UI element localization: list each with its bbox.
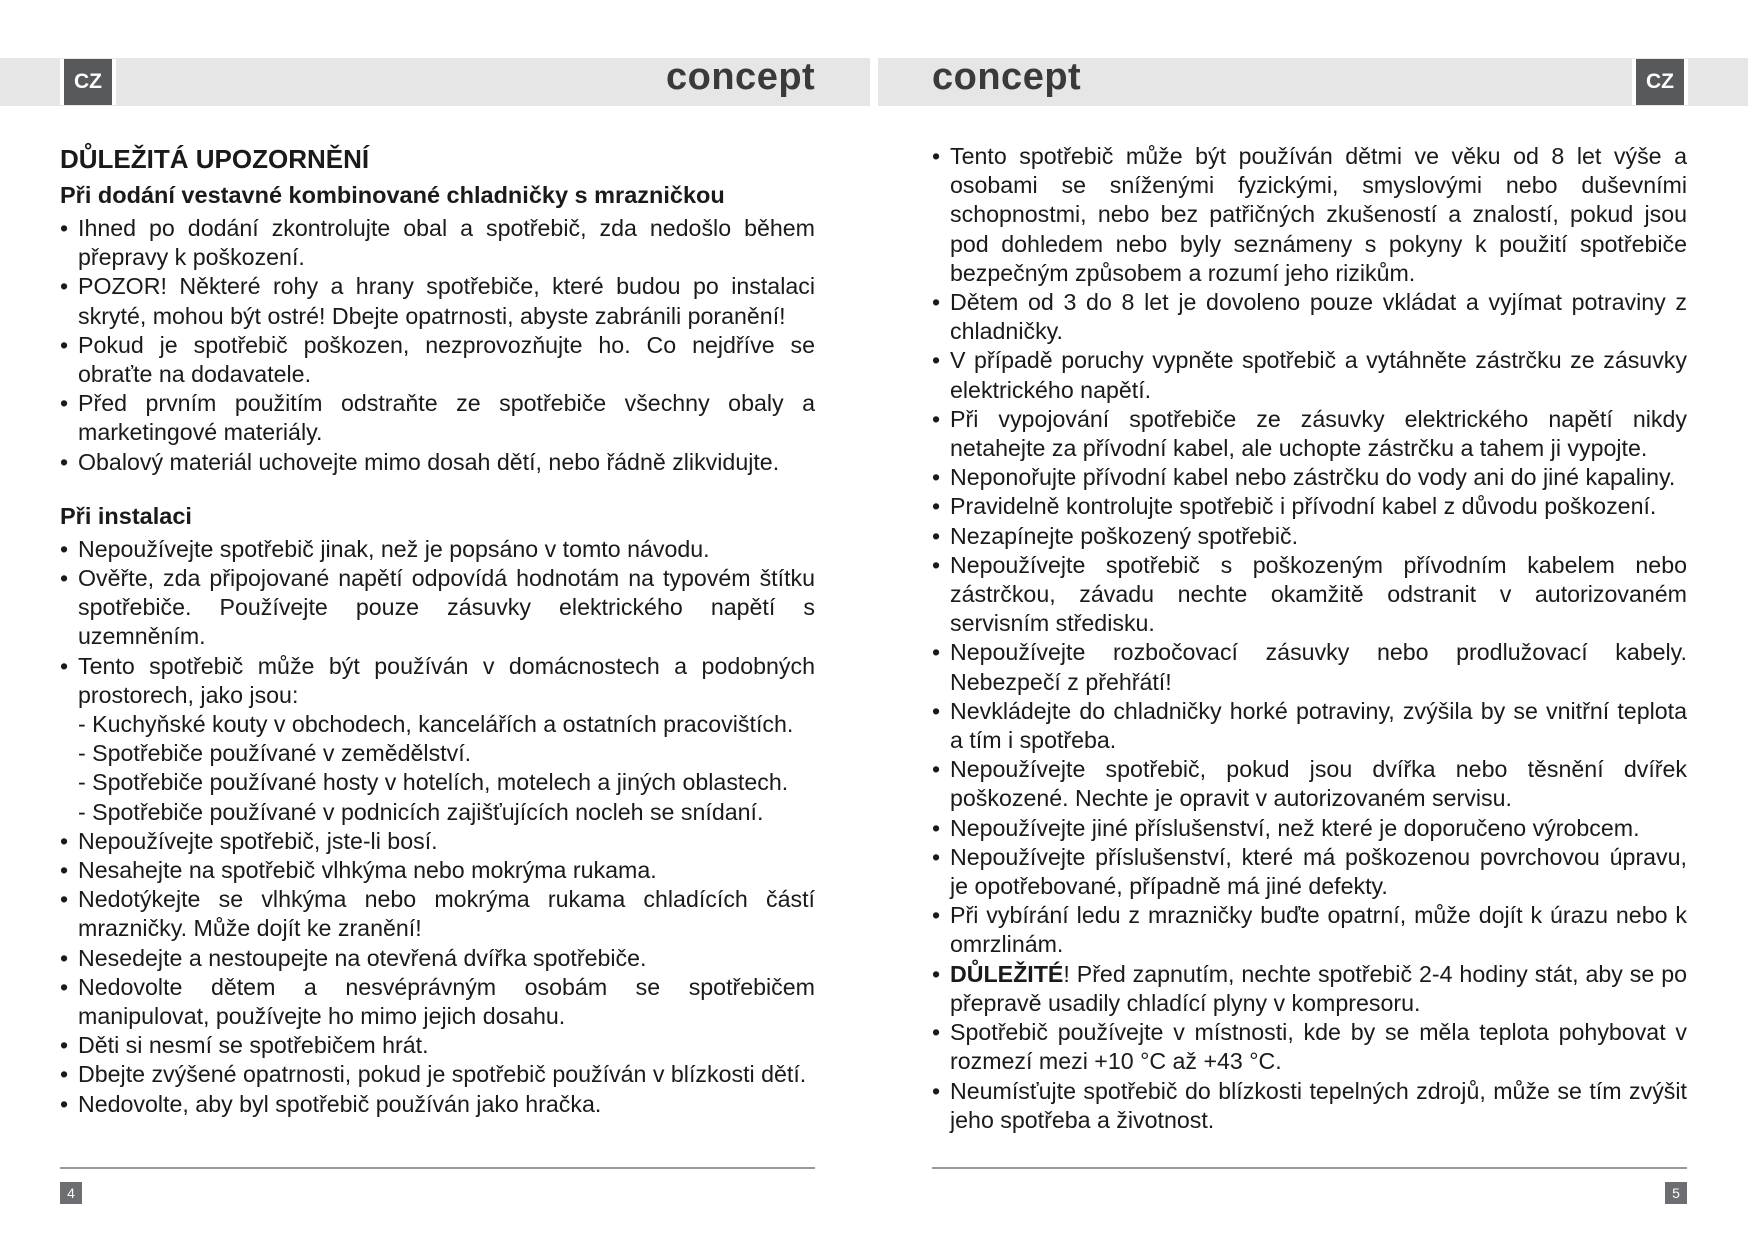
list-item: • Nepoužívejte spotřebič s poškozeným přívodním kabelem nebo zástrčkou, závadu nechte okamžitě odstranit v autorizovaném servisním středisku. bbox=[932, 551, 1687, 639]
list-item: • Nepoužívejte spotřebič, jste-li bosí. bbox=[60, 827, 815, 856]
important-label: DŮLEŽITÉ bbox=[950, 960, 1064, 987]
list-item: • Nevkládejte do chladničky horké potraviny, zvýšila by se vnitřní teplota a tím i spotřeba. bbox=[932, 697, 1687, 755]
list-item: • Tento spotřebič může být používán dětmi ve věku od 8 let výše a osobami se sníženými fyzickými, smyslovými nebo duševními schopnostmi, nebo bez patřičných zkušeností a znalostí, pokud jsou pod dohledem nebo byly seznámeny s pokyny k použití spotřebiče bezpečným způsobem a rozumí jeho rizikům. bbox=[932, 142, 1687, 288]
list-item: • Nezapínejte poškozený spotřebič. bbox=[932, 522, 1687, 551]
footer-rule-left bbox=[60, 1167, 815, 1169]
delivery-list bbox=[60, 214, 815, 477]
list-item: • Spotřebič používejte v místnosti, kde by se měla teplota pohybovat v rozmezí mezi +10 °C až +43 °C. bbox=[932, 1018, 1687, 1076]
installation-list bbox=[60, 535, 815, 710]
list-item: • Nedovolte dětem a nesvéprávným osobám se spotřebičem manipulovat, používejte ho mimo jejich dosahu. bbox=[60, 973, 815, 1031]
sub-list-item: - Spotřebiče používané hosty v hotelích, motelech a jiných oblastech. bbox=[78, 769, 789, 796]
brand-logo-left: concept bbox=[666, 56, 816, 98]
list-item: • Pravidelně kontrolujte spotřebič i přívodní kabel z důvodu poškození. bbox=[932, 492, 1687, 521]
list-item: • Neumísťujte spotřebič do blízkosti tepelných zdrojů, může se tím zvýšit jeho spotřeba a životnost. bbox=[932, 1077, 1687, 1135]
list-item: • Děti si nesmí se spotřebičem hrát. bbox=[60, 1031, 815, 1060]
installation-list-continued bbox=[60, 827, 815, 1119]
language-badge-right: CZ bbox=[1632, 59, 1688, 105]
list-item: • Dětem od 3 do 8 let je dovoleno pouze vkládat a vyjímat potraviny z chladničky. bbox=[932, 288, 1687, 346]
delivery-section-heading: Při dodání vestavné kombinované chladničky s mrazničkou bbox=[60, 182, 725, 208]
list-item: • Nepoužívejte spotřebič jinak, než je popsáno v tomto návodu. bbox=[60, 535, 815, 564]
language-badge-left: CZ bbox=[60, 59, 116, 105]
list-item: • Nepoužívejte jiné příslušenství, než které je doporučeno výrobcem. bbox=[932, 814, 1687, 843]
list-item: • POZOR! Některé rohy a hrany spotřebiče, které budou po instalaci skryté, mohou být ostré! Dbejte opatrnosti, abyste zabránili poranění! bbox=[60, 272, 815, 330]
page-number-left: 4 bbox=[60, 1182, 82, 1204]
sub-list-item: - Spotřebiče používané v podnicích zajišťujících nocleh se snídaní. bbox=[78, 798, 764, 825]
list-item: • Dbejte zvýšené opatrnosti, pokud je spotřebič používán v blízkosti dětí. bbox=[60, 1060, 815, 1089]
list-item: • Při vybírání ledu z mrazničky buďte opatrní, může dojít k úrazu nebo k omrzlinám. bbox=[932, 901, 1687, 959]
list-item: • Nesahejte na spotřebič vlhkýma nebo mokrýma rukama. bbox=[60, 856, 815, 885]
list-item: • Při vypojování spotřebiče ze zásuvky elektrického napětí nikdy netahejte za přívodní kabel, ale uchopte zástrčku a tahem ji vypojte. bbox=[932, 405, 1687, 463]
list-item: • Nepoužívejte rozbočovací zásuvky nebo prodlužovací kabely. Nebezpečí z přehřátí! bbox=[932, 638, 1687, 696]
list-item: • Nedovolte, aby byl spotřebič používán jako hračka. bbox=[60, 1090, 815, 1119]
important-list-item bbox=[932, 960, 1687, 1018]
important-text: ! Před zapnutím, nechte spotřebič 2-4 hodiny stát, aby se po přepravě usadily chladící plyny v kompresoru. bbox=[950, 960, 1687, 1016]
list-item: • Nepoužívejte spotřebič, pokud jsou dvířka nebo těsnění dvířek poškozené. Nechte je opravit v autorizovaném servisu. bbox=[932, 755, 1687, 813]
list-item: • Tento spotřebič může být používán v domácnostech a podobných prostorech, jako jsou: bbox=[60, 652, 815, 710]
sub-list-item: - Kuchyňské kouty v obchodech, kancelářích a ostatních pracovištích. bbox=[78, 711, 794, 738]
left-page-column bbox=[60, 142, 815, 1119]
list-item: • Ihned po dodání zkontrolujte obal a spotřebič, zda nedošlo během přepravy k poškození. bbox=[60, 214, 815, 272]
list-item: • Nesedejte a nestoupejte na otevřená dvířka spotřebiče. bbox=[60, 944, 815, 973]
page-title: DŮLEŽITÁ UPOZORNĚNÍ bbox=[60, 144, 370, 174]
list-item: • Pokud je spotřebič poškozen, nezprovozňujte ho. Co nejdříve se obraťte na dodavatele. bbox=[60, 331, 815, 389]
list-item: • Nedotýkejte se vlhkýma nebo mokrýma rukama chladících částí mrazničky. Může dojít ke zranění! bbox=[60, 885, 815, 943]
brand-logo-right: concept bbox=[932, 56, 1082, 98]
footer-rule-right bbox=[932, 1167, 1687, 1169]
page-number-right: 5 bbox=[1665, 1182, 1687, 1204]
list-item: • Ověřte, zda připojované napětí odpovídá hodnotám na typovém štítku spotřebiče. Používejte pouze zásuvky elektrického napětí s uzemněním. bbox=[60, 564, 815, 652]
right-page-column bbox=[932, 142, 1687, 1135]
safety-list bbox=[932, 142, 1687, 1135]
sub-list-item: - Spotřebiče používané v zemědělství. bbox=[78, 740, 472, 767]
list-item: • Před prvním použitím odstraňte ze spotřebiče všechny obaly a marketingové materiály. bbox=[60, 389, 815, 447]
list-item: • Nepoužívejte příslušenství, které má poškozenou povrchovou úpravu, je opotřebované, případně má jiné defekty. bbox=[932, 843, 1687, 901]
list-item: • Obalový materiál uchovejte mimo dosah dětí, nebo řádně zlikvidujte. bbox=[60, 448, 815, 477]
installation-section-heading: Při instalaci bbox=[60, 502, 192, 529]
list-item: • Neponořujte přívodní kabel nebo zástrčku do vody ani do jiné kapaliny. bbox=[932, 463, 1687, 492]
list-item: • V případě poruchy vypněte spotřebič a vytáhněte zástrčku ze zásuvky elektrického napětí. bbox=[932, 346, 1687, 404]
